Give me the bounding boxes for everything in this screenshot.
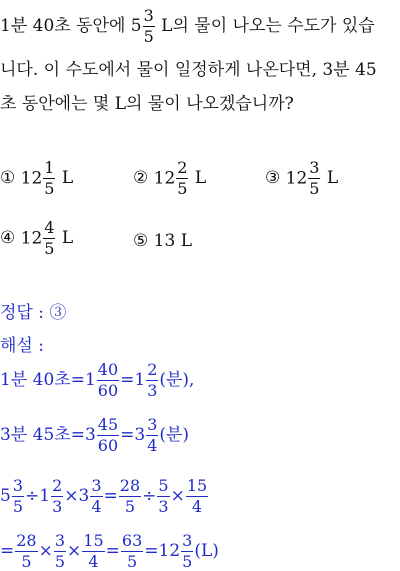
s1-frac-2 (146, 362, 158, 399)
s4-frac-e (181, 533, 193, 570)
frac-den: 5 (12, 497, 24, 516)
option-whole: 12 (153, 168, 176, 189)
s4-eq2: =12 (144, 541, 181, 561)
frac-num: 4 (44, 218, 55, 237)
option-2[interactable] (133, 160, 206, 197)
s2-frac-2 (146, 417, 158, 454)
q-frac-num: 3 (143, 6, 154, 25)
option-whole: 12 (285, 168, 308, 189)
answer-label: 정답 : (0, 303, 44, 323)
frac-den: 5 (177, 179, 188, 198)
option-mark: ③ (265, 168, 281, 188)
frac-den: 4 (147, 436, 158, 455)
solution-step-1 (0, 362, 194, 399)
frac-num: 45 (97, 415, 119, 434)
option-unit: L (180, 231, 192, 251)
question-line-3: 초 동안에는 몇 L의 물이 나오겠습니까? (0, 94, 294, 114)
option-unit: L (326, 168, 339, 188)
frac-den: 5 (309, 179, 320, 198)
s4-frac-d (121, 533, 143, 570)
frac-den: 5 (21, 552, 32, 571)
solution-step-4 (0, 533, 219, 570)
frac-den: 5 (126, 552, 138, 571)
s4-op1: × (38, 541, 53, 561)
frac-den: 5 (44, 179, 55, 198)
frac-num: 15 (186, 476, 208, 495)
question-line-2: 니다. 이 수도에서 물이 일정하게 나온다면, 3분 45 (0, 60, 377, 80)
frac-den: 4 (88, 552, 99, 571)
option-5[interactable] (133, 231, 192, 251)
option-3[interactable] (265, 160, 338, 197)
answer-line (0, 303, 66, 323)
s3-op3: ÷ (142, 486, 157, 506)
frac-num: 3 (12, 476, 24, 495)
solution-label: 해설 : (0, 336, 44, 356)
frac-num: 28 (119, 476, 141, 495)
frac-den: 5 (44, 239, 55, 258)
s3-whole: 5 (0, 486, 11, 506)
solution-step-3 (0, 478, 209, 515)
s2-post: (분) (159, 425, 190, 445)
s3-frac-a (12, 478, 24, 515)
s3-frac-b (51, 478, 63, 515)
option-1[interactable] (0, 160, 73, 197)
frac-den: 4 (91, 497, 102, 516)
option-whole: 13 (153, 231, 176, 251)
frac-den: 4 (191, 497, 203, 516)
frac-den: 5 (54, 552, 66, 571)
frac-num: 3 (54, 531, 66, 550)
frac-den: 60 (97, 381, 119, 400)
frac-den: 60 (97, 436, 119, 455)
option-unit: L (61, 168, 74, 188)
option-mark: ① (0, 168, 16, 188)
frac-num: 3 (309, 158, 320, 177)
option-whole: 12 (20, 168, 43, 189)
frac-num: 63 (121, 531, 143, 550)
s4-frac-b (54, 533, 66, 570)
s1-pre: 1분 40초=1 (0, 370, 96, 390)
frac-num: 2 (52, 476, 63, 495)
s3-eq: = (103, 486, 118, 506)
option-fraction (43, 220, 55, 257)
q-fraction (143, 8, 155, 45)
option-fraction (308, 160, 320, 197)
s4-eq0: = (0, 541, 15, 561)
s2-frac-1 (97, 417, 119, 454)
option-unit: L (194, 168, 207, 188)
frac-num: 3 (147, 415, 158, 434)
q-text-a: 1분 40초 동안에 5 (0, 16, 142, 36)
option-4[interactable] (0, 220, 73, 257)
frac-num: 28 (16, 531, 37, 550)
frac-den: 5 (124, 497, 136, 516)
s3-op2: ×3 (64, 486, 90, 506)
s3-frac-e (157, 478, 169, 515)
s3-frac-c (90, 478, 102, 515)
frac-den: 3 (52, 497, 63, 516)
option-unit: L (61, 228, 74, 248)
frac-den: 5 (182, 552, 193, 571)
option-mark: ⑤ (133, 231, 149, 251)
s2-pre: 3분 45초=3 (0, 425, 96, 445)
s1-eq: =1 (120, 370, 146, 390)
option-mark: ④ (0, 228, 16, 248)
frac-num: 15 (83, 531, 104, 550)
question-line-1 (0, 8, 375, 45)
frac-num: 40 (97, 360, 119, 379)
option-fraction (43, 160, 55, 197)
s3-frac-d (119, 478, 141, 515)
q-text-b: L의 물이 나오는 수도가 있습 (155, 16, 375, 36)
s4-frac-c (82, 533, 104, 570)
s2-eq: =3 (120, 425, 146, 445)
answer-value: ③ (49, 303, 67, 323)
option-whole: 12 (20, 228, 43, 249)
solution-step-2 (0, 417, 189, 454)
frac-den: 3 (158, 497, 169, 516)
s4-post: (L) (194, 541, 219, 561)
s4-op2: × (67, 541, 82, 561)
s4-eq1: = (105, 541, 120, 561)
s3-op4: × (170, 486, 185, 506)
frac-num: 1 (44, 158, 55, 177)
s3-op1: ÷1 (25, 486, 51, 506)
s3-frac-f (186, 478, 208, 515)
q-frac-den: 5 (143, 27, 154, 46)
s1-frac-1 (97, 362, 119, 399)
frac-den: 3 (147, 381, 158, 400)
option-fraction (176, 160, 188, 197)
frac-num: 3 (182, 531, 193, 550)
frac-num: 5 (158, 476, 169, 495)
frac-num: 2 (147, 360, 158, 379)
s1-post: (분), (159, 370, 195, 390)
option-mark: ② (133, 168, 149, 188)
frac-num: 2 (177, 158, 188, 177)
frac-num: 3 (91, 476, 102, 495)
s4-frac-a (15, 533, 37, 570)
